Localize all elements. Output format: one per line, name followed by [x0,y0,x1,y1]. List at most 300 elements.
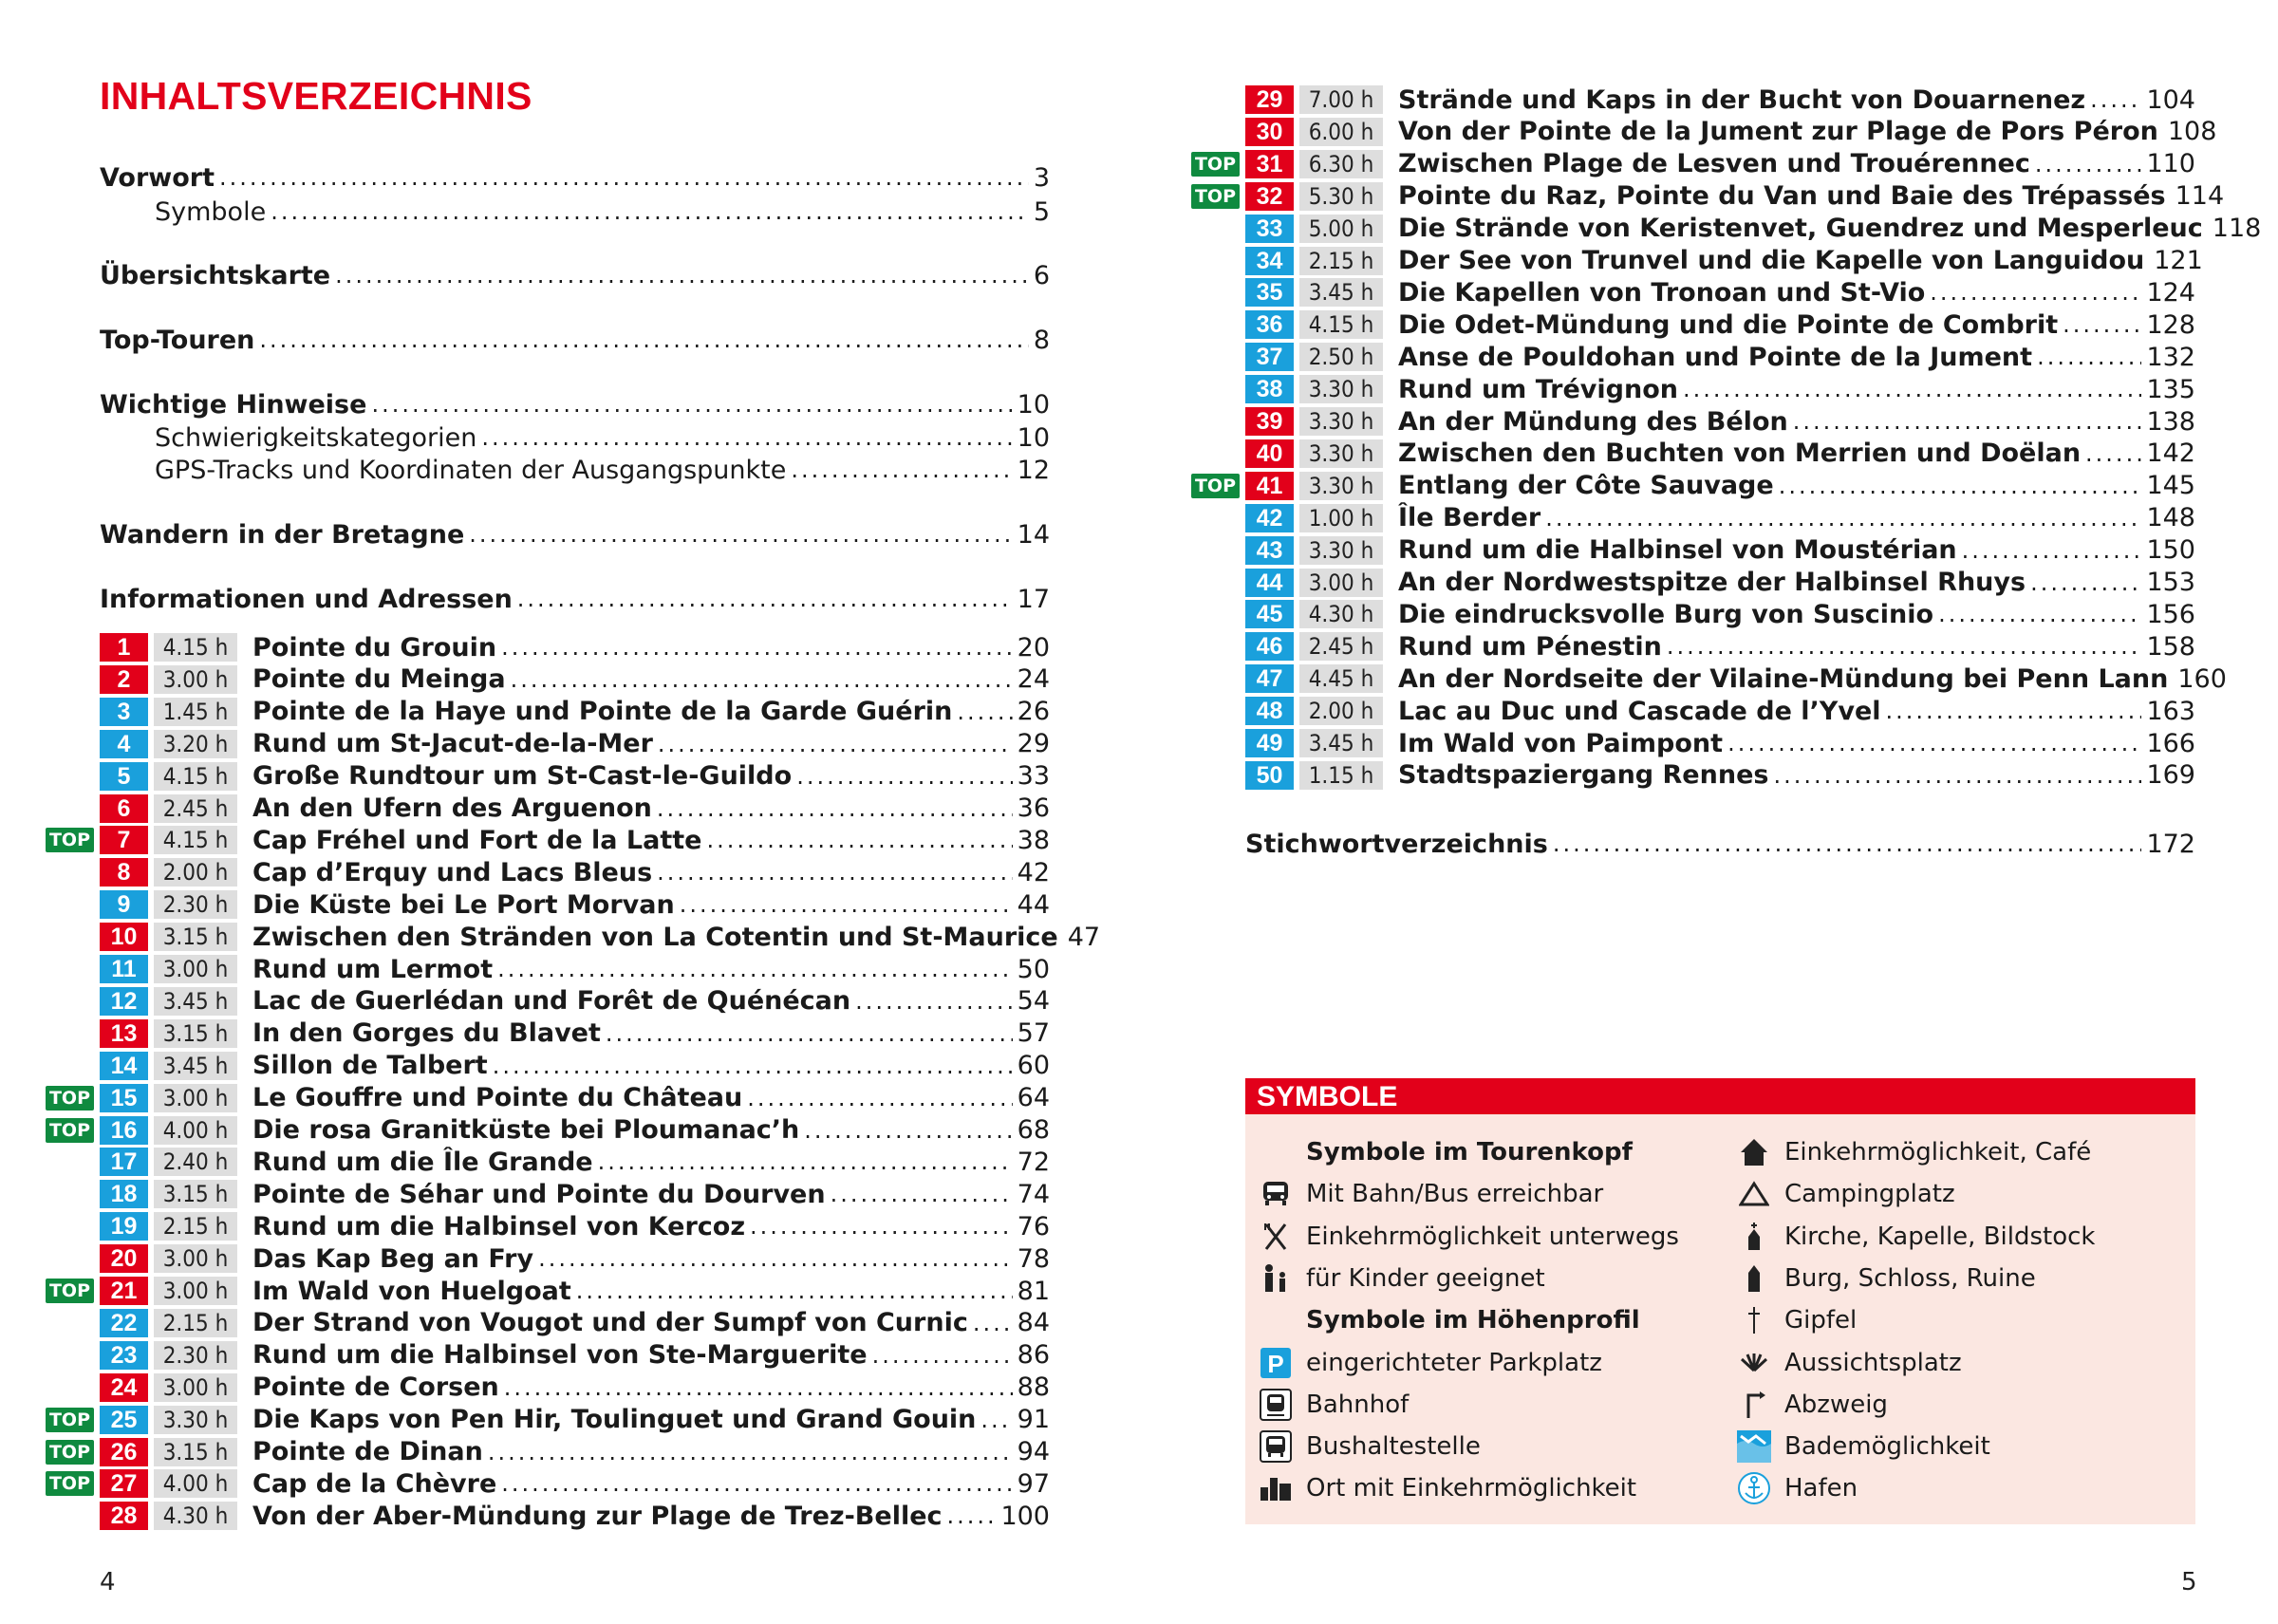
tour-page: 74 [1017,1179,1050,1209]
symbol-legend [1245,1078,2195,1524]
tour-number-badge: 45 [1245,600,1294,628]
tour-title: Pointe du Grouin [252,632,497,663]
tour-entry-37[interactable] [1245,341,2195,373]
tour-title: Pointe du Raz, Pointe du Van und Baie des Trépassés [1398,181,2166,212]
tour-duration: 3.00 h [154,1244,237,1273]
tour-title: Der Strand von Vougot und der Sumpf von Curnic [252,1308,968,1338]
leader-dots [219,161,1029,194]
tour-duration: 4.00 h [154,1469,237,1498]
tour-page: 24 [1017,664,1050,695]
tour-entry-2[interactable] [100,663,1050,696]
tour-title: Rund um St-Jacut-de-la-Mer [252,729,653,759]
tour-page: 68 [1017,1115,1050,1145]
tour-number-badge: 26 [100,1438,148,1466]
tour-entry-5[interactable] [100,760,1050,793]
tour-number-badge: 49 [1245,729,1294,757]
tour-duration: 6.30 h [1299,150,1383,178]
tour-page: 114 [2175,181,2225,212]
tour-page: 142 [2146,439,2195,469]
tour-page: 148 [2146,503,2195,533]
tour-title: Der See von Trunvel und die Kapelle von Languidou [1398,246,2145,275]
leader-dots [504,1372,1013,1404]
tour-page: 108 [2167,117,2217,147]
symbol-label: Bushaltestelle [1306,1432,1481,1462]
tour-entry-29[interactable] [1245,84,2195,116]
tour-title: Rund um die Halbinsel von Kercoz [252,1211,746,1241]
tour-duration: 2.00 h [1299,697,1383,725]
leader-dots [750,1210,1013,1242]
tour-number-badge: 22 [100,1309,148,1337]
leader-dots [1727,727,2141,759]
leader-dots [804,1114,1012,1147]
leader-dots [1667,630,2142,663]
tour-page: 20 [1017,632,1050,663]
tour-duration: 3.15 h [154,1438,237,1466]
tour-page: 138 [2146,406,2195,437]
tour-page: 97 [1017,1468,1050,1499]
tour-number-badge: 9 [100,890,148,919]
symbol-label: Einkehrmöglichkeit unterwegs [1306,1222,1679,1251]
leader-dots [973,1307,1013,1339]
tour-title: Die Kapellen von Tronoan und St-Vio [1398,277,1926,308]
symbol-label: Bademöglichkeit [1784,1432,1990,1462]
leader-dots [469,518,1012,551]
tour-entry-18[interactable] [100,1178,1050,1210]
tour-title: Pointe de Corsen [252,1372,499,1403]
tour-number-badge: 25 [100,1406,148,1434]
leader-dots [658,728,1013,760]
symbol-group-heading [1257,1301,1640,1339]
leader-dots [1886,695,2142,727]
tour-title: Die Strände von Keristenvet, Guendrez und Mesperleuc [1398,214,2203,244]
tour-entry-49[interactable] [1245,727,2195,759]
toc-entry-page: 6 [1033,260,1050,290]
cutlery-icon [1257,1218,1295,1256]
tour-entry-42[interactable] [1245,502,2195,534]
leader-dots [335,259,1029,291]
toc-entry-label: Schwierigkeitskategorien [155,422,477,453]
tour-entry-39[interactable] [1245,405,2195,438]
leader-dots [1938,598,2141,630]
tour-duration: 2.45 h [1299,632,1383,661]
toc-entry[interactable] [100,518,1050,551]
tour-title: Rund um Pénestin [1398,631,1662,662]
symbol-item [1735,1175,1955,1213]
tour-page: 44 [1017,889,1050,920]
tour-duration: 4.15 h [1299,310,1383,339]
tour-number-badge: 16 [100,1116,148,1145]
tour-number-badge: 2 [100,665,148,694]
tour-title: Rund um die Halbinsel von Ste-Marguerite [252,1340,868,1371]
tour-title: Rund um Trévignon [1398,374,1678,404]
leader-dots [1553,828,2142,860]
leader-dots [831,1178,1013,1210]
toc-entry[interactable] [100,161,1050,194]
tour-page: 169 [2146,760,2195,791]
tour-title: Zwischen Plage de Lesven und Trouérennec [1398,149,2030,179]
tour-entry-47[interactable] [1245,663,2227,695]
tour-number-badge: 42 [1245,504,1294,532]
symbol-group-heading [1257,1133,1633,1171]
tour-number-badge: 1 [100,633,148,662]
tour-entry-40[interactable] [1245,438,2195,470]
leader-dots [1773,759,2141,792]
tour-number-badge: 40 [1245,439,1294,468]
tour-duration: 3.15 h [154,1180,237,1208]
tour-entry-8[interactable] [100,856,1050,888]
tour-title: Die Odet-Mündung und die Pointe de Combrit [1398,309,2059,340]
toc-entry[interactable] [100,388,1050,420]
tour-entry-32[interactable] [1245,180,2225,213]
top-tour-badge: TOP [46,1279,94,1303]
tour-title: Im Wald von Huelgoat [252,1276,571,1306]
tour-duration: 3.00 h [154,955,237,983]
symbol-item [1257,1175,1603,1213]
tour-page: 121 [2154,246,2203,275]
tour-entry-16[interactable] [100,1114,1050,1147]
tour-page: 57 [1017,1018,1050,1049]
toc-entry-label: Wandern in der Bretagne [100,519,465,550]
symbol-label: Symbole im Höhenprofil [1306,1306,1640,1335]
tour-entry-14[interactable] [100,1050,1050,1082]
symbol-item [1735,1469,1858,1507]
tour-number-badge: 18 [100,1180,148,1208]
church-icon [1735,1218,1773,1256]
leader-dots [488,1436,1013,1468]
tour-entry-12[interactable] [100,985,1050,1017]
tour-number-badge: 28 [100,1502,148,1530]
tour-entry-43[interactable] [1245,534,2195,567]
tour-duration: 3.30 h [1299,472,1383,500]
tour-page: 153 [2146,568,2195,597]
tour-number-badge: 50 [1245,761,1294,790]
tour-number-badge: 23 [100,1341,148,1370]
leader-dots [796,760,1012,793]
symbol-item [1735,1260,2036,1297]
toc-entry-page: 10 [1017,422,1050,453]
tour-duration: 2.50 h [1299,343,1383,371]
leader-dots [1545,502,2141,534]
leader-dots [680,888,1013,921]
tour-entry-1[interactable] [100,631,1050,663]
toc-entry-page: 17 [1017,584,1050,614]
leader-dots [511,663,1013,696]
tour-number-badge: 27 [100,1469,148,1498]
tour-entry-38[interactable] [1245,373,2195,405]
tour-entry-41[interactable] [1245,470,2195,502]
tour-entry-6[interactable] [100,793,1050,825]
symbol-item [1735,1344,1962,1382]
tour-entry-28[interactable] [100,1500,1050,1532]
tour-duration: 4.30 h [154,1502,237,1530]
tour-title: Von der Pointe de la Jument zur Plage de Pors Péron [1398,117,2158,147]
leader-dots [2063,308,2141,341]
toc-entry-page: 14 [1017,519,1050,550]
tour-number-badge: 5 [100,762,148,791]
tour-duration: 2.45 h [154,794,237,823]
symbol-label: Gipfel [1784,1306,1858,1335]
leader-dots [259,324,1028,356]
toc-entry[interactable] [100,583,1050,615]
leader-dots [606,1017,1013,1050]
tour-page: 76 [1017,1211,1050,1241]
tour-duration: 3.00 h [154,665,237,694]
tour-duration: 3.30 h [1299,536,1383,565]
leader-dots [598,1146,1013,1178]
page-number-left: 4 [100,1568,116,1596]
tour-title: Stadtspaziergang Rennes [1398,760,1769,791]
symbol-item [1257,1260,1545,1297]
top-tour-badge: TOP [46,1440,94,1465]
tour-number-badge: 44 [1245,569,1294,597]
tour-title: Die Küste bei Le Port Morvan [252,889,675,920]
tour-entry-34[interactable] [1245,245,2203,277]
tour-entry-3[interactable] [100,696,1050,728]
tour-number-badge: 6 [100,794,148,823]
tour-entry-7[interactable] [100,824,1050,856]
symbol-label: Aussichtsplatz [1784,1348,1962,1377]
toc-entry-page: 5 [1033,196,1050,227]
tour-duration: 3.00 h [1299,569,1383,597]
toc-entry-label: Informationen und Adressen [100,584,513,614]
tour-number-badge: 7 [100,826,148,854]
anchor-icon [1735,1469,1773,1507]
tour-title: An der Mündung des Bélon [1398,406,1788,437]
leader-dots [2090,84,2141,116]
leader-dots [481,421,1012,454]
tour-duration: 3.45 h [154,1052,237,1080]
tour-number-badge: 46 [1245,632,1294,661]
tour-number-badge: 29 [1245,85,1294,114]
symbol-label: Bahnhof [1306,1390,1410,1419]
leader-dots [2030,567,2141,599]
tour-entry-26[interactable] [100,1436,1050,1468]
tour-entry-36[interactable] [1245,308,2195,341]
tour-title: Rund um Lermot [252,954,494,984]
toc-entry-label: Wichtige Hinweise [100,389,367,420]
tour-number-badge: 3 [100,698,148,726]
junction-icon [1735,1386,1773,1424]
tour-duration: 1.45 h [154,698,237,726]
tour-number-badge: 36 [1245,310,1294,339]
tour-page: 156 [2146,599,2195,629]
hut-icon [1735,1133,1773,1171]
tour-entry-31[interactable] [1245,148,2195,180]
tour-page: 26 [1017,697,1050,727]
tour-entry-10[interactable] [100,921,1101,953]
tour-number-badge: 21 [100,1277,148,1305]
tour-number-badge: 37 [1245,343,1294,371]
tour-entry-22[interactable] [100,1307,1050,1339]
tour-title: Zwischen den Buchten von Merrien und Doëlan [1398,439,2082,469]
tour-duration: 3.15 h [154,1019,237,1048]
tour-entry-19[interactable] [100,1210,1050,1242]
tent-icon [1735,1175,1773,1213]
tour-number-badge: 35 [1245,278,1294,307]
symbol-label: Abzweig [1784,1390,1888,1419]
parking-icon [1257,1344,1295,1382]
leader-dots [517,583,1013,615]
tour-number-badge: 33 [1245,215,1294,243]
top-tour-badge: TOP [46,1086,94,1111]
tour-entry-30[interactable] [1245,116,2217,148]
leader-dots [493,1050,1013,1082]
toc-entry-page: 3 [1033,162,1050,193]
tour-entry-13[interactable] [100,1017,1050,1050]
leader-dots [947,1500,997,1532]
family-icon [1257,1260,1295,1297]
tour-number-badge: 34 [1245,247,1294,275]
tour-page: 135 [2146,374,2195,404]
tour-title: Le Gouffre und Pointe du Château [252,1083,743,1113]
symbol-label: Hafen [1784,1474,1858,1503]
symbol-item [1735,1133,2091,1171]
tour-entry-23[interactable] [100,1339,1050,1372]
leader-dots [657,793,1013,825]
symbol-item [1257,1386,1409,1424]
tour-page: 124 [2146,277,2195,308]
toc-entry[interactable] [155,454,1050,486]
tour-page: 81 [1017,1276,1050,1306]
tour-entry-17[interactable] [100,1146,1050,1178]
tour-title: Die rosa Granitküste bei Ploumanac’h [252,1115,800,1145]
tour-number-badge: 39 [1245,407,1294,436]
summit-cross-icon [1735,1301,1773,1339]
toc-entry-index[interactable] [1245,828,2195,860]
tour-page: 78 [1017,1243,1050,1274]
tour-page: 160 [2177,663,2227,694]
toc-entry[interactable] [155,421,1050,454]
tour-entry-25[interactable] [100,1404,1050,1436]
tour-page: 100 [1000,1501,1050,1531]
leader-dots [791,454,1012,486]
viewpoint-icon [1735,1344,1773,1382]
tour-page: 145 [2146,471,2195,501]
tour-entry-44[interactable] [1245,567,2195,599]
tour-entry-50[interactable] [1245,759,2195,792]
tour-page: 42 [1017,857,1050,887]
tour-page: 38 [1017,825,1050,855]
symbol-label: eingerichteter Parkplatz [1306,1348,1602,1377]
tour-title: Île Berder [1398,503,1541,533]
tour-duration: 4.15 h [154,826,237,854]
tour-page: 60 [1017,1051,1050,1081]
tour-entry-45[interactable] [1245,598,2195,630]
leader-dots [1930,276,2141,308]
symbol-label: Symbole im Tourenkopf [1306,1138,1633,1167]
toc-entry[interactable] [100,324,1050,356]
tour-entry-15[interactable] [100,1082,1050,1114]
toc-entry[interactable] [100,259,1050,291]
tour-page: 104 [2146,84,2195,115]
symbol-item [1735,1218,2095,1256]
icon-spacer [1257,1133,1295,1171]
tour-entry-24[interactable] [100,1372,1050,1404]
top-tour-badge: TOP [1191,184,1240,209]
tour-entry-9[interactable] [100,888,1050,921]
train-station-icon [1257,1386,1295,1424]
tour-title: An den Ufern des Arguenon [252,793,652,823]
symbol-label: Einkehrmöglichkeit, Café [1784,1138,2092,1167]
symbol-item [1735,1428,1990,1465]
village-icon [1257,1469,1295,1507]
leader-dots [1779,470,2142,502]
tour-title: Im Wald von Paimpont [1398,728,1724,758]
symbol-item [1257,1428,1481,1465]
leader-dots [872,1339,1013,1372]
tour-duration: 3.45 h [1299,729,1383,757]
tour-entry-4[interactable] [100,728,1050,760]
tour-number-badge: 10 [100,923,148,951]
tour-page: 128 [2146,309,2195,340]
tour-title: Rund um die Île Grande [252,1147,593,1177]
tour-entry-46[interactable] [1245,630,2195,663]
tour-title: Sillon de Talbert [252,1051,488,1081]
leader-dots [855,985,1013,1017]
tour-page: 110 [2146,149,2195,179]
tour-title: Die Kaps von Pen Hir, Toulinguet und Grand Gouin [252,1405,977,1435]
tour-number-badge: 4 [100,730,148,758]
icon-spacer [1257,1301,1295,1339]
toc-title: INHALTSVERZEICHNIS [100,74,532,118]
tour-title: Die eindrucksvolle Burg von Suscinio [1398,599,1934,629]
tour-entry-33[interactable] [1245,213,2262,245]
tour-number-badge: 47 [1245,664,1294,693]
tour-page: 29 [1017,729,1050,759]
symbol-item [1735,1386,1888,1424]
tour-title: Entlang der Côte Sauvage [1398,471,1774,501]
tour-number-badge: 38 [1245,375,1294,403]
svg-text:P: P [1267,1349,1284,1378]
tour-entry-35[interactable] [1245,276,2195,308]
tour-number-badge: 48 [1245,697,1294,725]
tour-entry-27[interactable] [100,1467,1050,1500]
tour-number-badge: 31 [1245,150,1294,178]
tour-title: An der Nordwestspitze der Halbinsel Rhuys [1398,568,2026,597]
tour-duration: 2.15 h [154,1309,237,1337]
symbol-item [1735,1301,1857,1339]
tour-title: An der Nordseite der Vilaine-Mündung bei Penn Lann [1398,663,2169,694]
toc-entry[interactable] [155,196,1050,228]
leader-dots [271,196,1029,228]
leader-dots [2037,341,2141,373]
tour-title: Lac au Duc und Cascade de l’Yvel [1398,696,1881,726]
tour-duration: 4.30 h [1299,600,1383,628]
tour-entry-48[interactable] [1245,695,2195,727]
tour-duration: 4.00 h [154,1116,237,1145]
tour-title: Cap de la Chèvre [252,1468,497,1499]
top-tour-badge: TOP [46,1118,94,1143]
tour-number-badge: 30 [1245,118,1294,146]
tour-page: 36 [1017,793,1050,823]
tour-page: 84 [1017,1308,1050,1338]
tour-entry-20[interactable] [100,1242,1050,1275]
tour-entry-21[interactable] [100,1275,1050,1307]
tour-page: 94 [1017,1437,1050,1466]
leader-dots [1962,534,2142,567]
leader-dots [747,1082,1012,1114]
top-tour-badge: TOP [46,828,94,852]
tour-duration: 3.45 h [154,987,237,1016]
tour-title: Cap d’Erquy und Lacs Bleus [252,857,653,887]
tour-entry-11[interactable] [100,953,1050,985]
leader-dots [1793,405,2142,438]
tour-duration: 3.30 h [1299,407,1383,436]
leader-dots [576,1275,1013,1307]
tour-duration: 5.00 h [1299,215,1383,243]
tour-page: 166 [2146,728,2195,758]
leader-dots [657,856,1012,888]
